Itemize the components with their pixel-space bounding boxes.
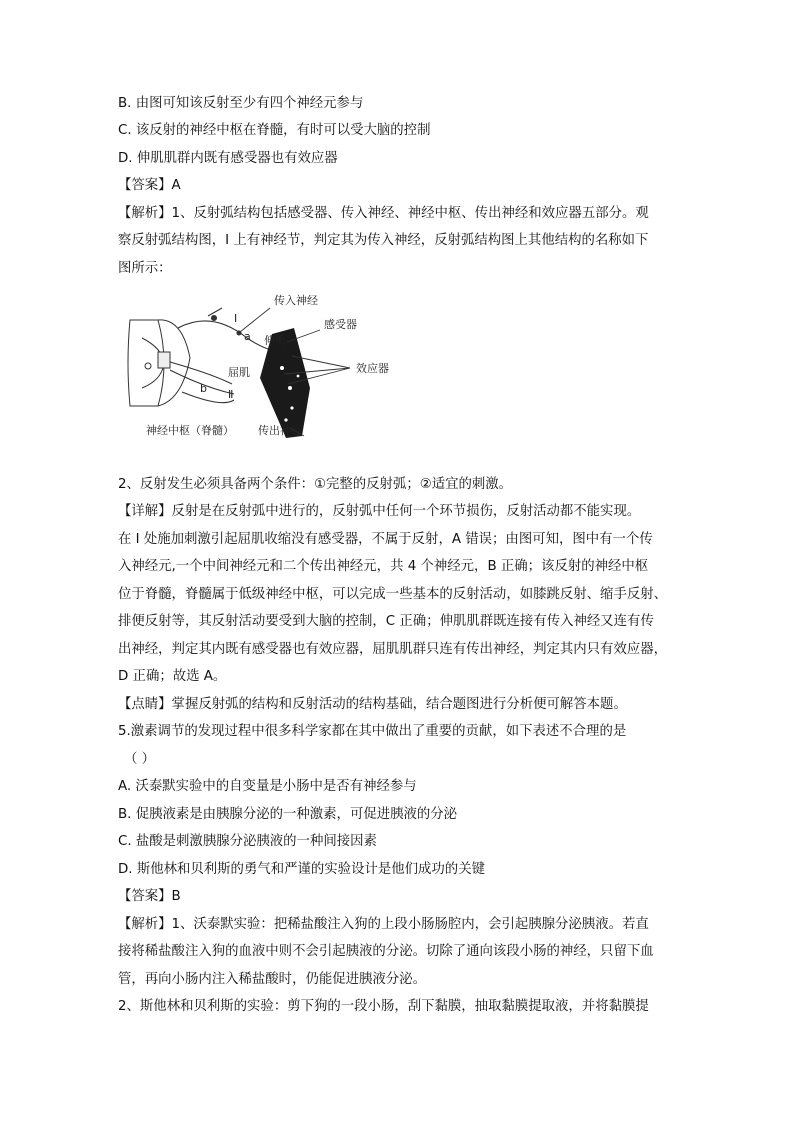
analysis-line: 察反射弧结构图，I 上有神经节，判定其为传入神经，反射弧结构图上其他结构的名称如下 bbox=[118, 233, 649, 248]
label-b: b bbox=[200, 382, 207, 395]
answer-line: 【答案】A bbox=[118, 178, 181, 193]
option-a-line: A. 沃泰默实验中的自变量是小肠中是否有神经参与 bbox=[118, 779, 417, 794]
analysis-line: 【解析】1、反射弧结构包括感受器、传入神经、神经中枢、传出神经和效应器五部分。观 bbox=[118, 206, 649, 221]
text-line: 2、反射发生必须具备两个条件：①完整的反射弧；②适宜的刺激。 bbox=[118, 477, 513, 492]
label-roman-1: Ⅰ bbox=[234, 312, 238, 325]
label-center: 神经中枢（脊髓） bbox=[146, 424, 234, 437]
option-c-line: C. 该反射的神经中枢在脊髓，有时可以受大脑的控制 bbox=[118, 123, 431, 138]
afferent-nerve bbox=[178, 308, 272, 350]
answer-blank: （ ） bbox=[124, 752, 156, 767]
question-5-stem: 5.激素调节的发现过程中很多科学家都在其中做出了重要的贡献，如下表述不合理的是 bbox=[118, 724, 627, 739]
answer-line: 【答案】B bbox=[118, 889, 181, 904]
label-efferent: 传出神经 bbox=[258, 424, 302, 437]
label-afferent: 传入神经 bbox=[274, 294, 318, 307]
key-point-line: 【点睛】掌握反射弧的结构和反射活动的结构基础，结合题图进行分析便可解答本题。 bbox=[118, 697, 627, 712]
spinal-cord bbox=[128, 320, 190, 406]
detail-line: 位于脊髓，脊髓属于低级神经中枢，可以完成一些基本的反射活动，如膝跳反射、缩手反射、 bbox=[118, 587, 668, 602]
detail-line: D 正确；故选 A。 bbox=[118, 669, 227, 684]
label-receptor: 感受器 bbox=[324, 318, 357, 331]
analysis-line: 接将稀盐酸注入狗的血液中则不会引起胰液的分泌。切除了通向该段小肠的神经，只留下血 bbox=[118, 944, 654, 959]
label-a: a bbox=[244, 330, 251, 343]
analysis-line: 2、斯他林和贝利斯的实验：剪下狗的一段小肠，刮下黏膜，抽取黏膜提取液，并将黏膜提 bbox=[118, 999, 649, 1014]
label-extensor: 伸肌 bbox=[264, 334, 286, 347]
detail-line: 出神经，判定其内既有感受器也有效应器，屈肌肌群只连有传出神经，判定其内只有效应器， bbox=[118, 642, 668, 657]
option-c-line: C. 盐酸是刺激胰腺分泌胰液的一种间接因素 bbox=[118, 834, 377, 849]
analysis-line: 【解析】1、沃泰默实验：把稀盐酸注入狗的上段小肠肠腔内，会引起胰腺分泌胰液。若直 bbox=[118, 917, 649, 932]
detail-line: 排便反射等，其反射活动要受到大脑的控制，C 正确；伸肌肌群既连接有传入神经又连有传 bbox=[118, 614, 654, 629]
detail-line: 入神经元,一个中间神经元和二个传出神经元，共 4 个神经元，B 正确；该反射的神经中枢 bbox=[118, 559, 649, 574]
label-roman-2: Ⅱ bbox=[228, 388, 234, 401]
analysis-line: 管，再向小肠内注入稀盐酸时，仍能促进胰液分泌。 bbox=[118, 972, 426, 987]
analysis-line: 图所示： bbox=[118, 261, 172, 276]
option-d-line: D. 斯他林和贝利斯的勇气和严谨的实验设计是他们成功的关键 bbox=[118, 862, 485, 877]
reflex-arc-diagram bbox=[122, 288, 412, 440]
detail-line: 【详解】反射是在反射弧中进行的，反射弧中任何一个环节损伤，反射活动都不能实现。 bbox=[118, 504, 641, 519]
option-b-line: B. 促胰液素是由胰腺分泌的一种激素，可促进胰液的分泌 bbox=[118, 807, 458, 822]
detail-line: 在 I 处施加刺激引起屈肌收缩没有感受器，不属于反射，A 错误；由图可知，图中有一个传 bbox=[118, 532, 653, 547]
option-d-line: D. 伸肌肌群内既有感受器也有效应器 bbox=[118, 151, 338, 166]
label-effector: 效应器 bbox=[356, 362, 389, 375]
label-flexor: 屈肌 bbox=[228, 366, 250, 379]
option-b-line: B. 由图可知该反射至少有四个神经元参与 bbox=[118, 96, 364, 111]
